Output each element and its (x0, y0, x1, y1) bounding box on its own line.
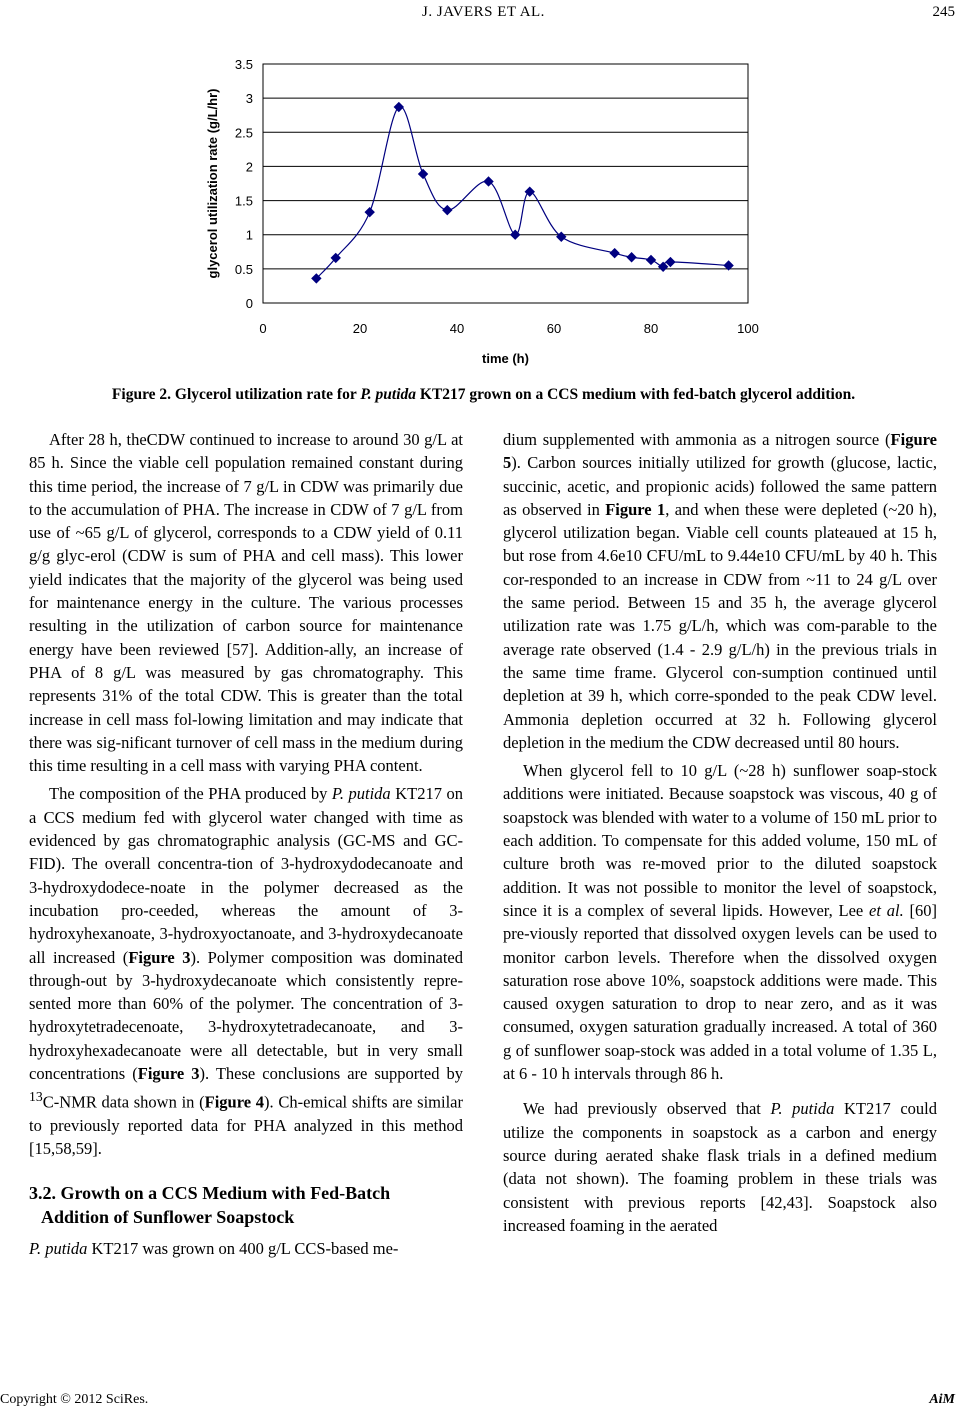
plot-frame (263, 64, 748, 303)
text-run: C-NMR data shown in ( (42, 1092, 205, 1112)
superscript: 13 (29, 1089, 43, 1105)
text-run: ). Polymer composition was dominated through-out by 3-hydroxydecanoate which consistently repre-sented more than 60% of the polymer. The concentration of 3-hydroxytetradecenoate, 3-hydroxytetradecanoate, and 3-hydroxyhexadecanoate were all detectable, but in very small concentrations ( (29, 947, 463, 1084)
right-paragraph-3 (503, 1097, 937, 1237)
text-run: , and when these were depleted (~20 h), glycerol utilization began. Viable cell counts plateaued at 15 h, but rose from 4.6e10 CFU/mL to 9.44e10 CFU/mL by 40 h. This cor-responded to an increase in CDW from ~11 to 24 g/L over the same period. Between 15 and 35 h, the average glycerol utilization rate was 1.75 g/L/h, which was com-parable to the average rate observed (1.4 - 2.9 g/L/h) in the previous trials in the same time frame. Glycerol con-sumption continued until depletion at 39 h, which corre-sponded to the peak CDW level. Ammonia depletion occurred at 32 h. Following glycerol depletion in the medium the CDW decreased until 80 hours. (503, 499, 937, 752)
y-tick-label: 3.5 (234, 57, 253, 72)
data-point (666, 258, 675, 267)
journal-name: AiM (929, 1392, 955, 1407)
data-point (443, 206, 452, 215)
left-paragraph-2 (29, 782, 463, 1160)
data-point (365, 208, 374, 217)
x-tick-label: 60 (546, 321, 562, 336)
right-paragraph-1 (503, 428, 937, 754)
right-column (503, 428, 937, 1237)
species-name: P. putida (29, 1238, 88, 1258)
x-tick-label: 100 (737, 321, 759, 336)
y-tick-label: 0 (245, 296, 253, 311)
section-heading-line-1: 3.2. Growth on a CCS Medium with Fed-Batch (29, 1182, 391, 1203)
left-paragraph-3 (29, 1237, 463, 1260)
right-paragraph-2 (503, 759, 937, 1085)
text-run: ). These conclusions are supported by (199, 1064, 463, 1084)
figure-reference: Figure 5 (503, 430, 937, 473)
figure-2-chart (195, 40, 775, 380)
running-title: J. JAVERS ET AL. (422, 4, 545, 20)
y-tick-label: 1 (245, 227, 253, 243)
et-al: et al. (869, 900, 904, 920)
copyright: Copyright © 2012 SciRes. (0, 1392, 149, 1407)
chart-svg (195, 40, 775, 380)
y-tick-label: 0.5 (234, 261, 253, 277)
section-heading (29, 1181, 463, 1229)
y-tick-label: 3 (245, 91, 253, 107)
caption-suffix: KT217 grown on a CCS medium with fed-batch glycerol addition. (416, 386, 856, 403)
text-run: [60] pre-viously reported that dissolved oxygen levels can be used to monitor carbon levels. Therefore when the dissolved oxygen saturation rose above 10%, soapstock additions were made. This caused oxygen saturation to drop to near zero, and as it was consumed, oxygen saturation gradually increased. A total of 360 g of sunflower soap-stock was added in a total volume of 1.35 L, at 6 - 10 h intervals through 86 h. (503, 900, 937, 1084)
left-column (29, 428, 463, 1260)
x-axis-label: time (h) (482, 351, 529, 366)
page-number: 245 (932, 4, 955, 20)
figure-reference: Figure 4 (204, 1092, 265, 1112)
y-tick-label: 1.5 (234, 193, 253, 209)
text-run: KT217 was grown on 400 g/L CCS-based me- (87, 1238, 399, 1258)
figure-caption (0, 386, 967, 404)
y-tick-label: 2.5 (234, 125, 253, 141)
figure-reference: Figure 3 (128, 947, 191, 967)
figure-reference: Figure 3 (137, 1064, 200, 1084)
text-run: ). Carbon sources initially utilized for growth (glucose, lactic, succinic, acetic, and propionic acids) followed the same pattern as observed in (503, 453, 937, 519)
section-heading-line-2: Addition of Sunflower Soapstock (41, 1206, 295, 1227)
y-axis-label: glycerol utilization rate (g/L/hr) (205, 88, 220, 279)
left-paragraph-1: After 28 h, theCDW continued to increase to around 30 g/L at 85 h. Since the viable cell population remained constant during this time period, the increase of 7 g/L in CDW was primarily due to the accumulation of PHA. The increase in CDW of 7 g/L from use of ~65 g/L of glycerol, corresponds to a CDW yield of 0.11 g/g glyc-erol (CDW is sum of PHA and cell mass). This lower yield indicates that the majority of the glycerol was being used for maintenance energy in the culture. The various processes resulting in the utilization of carbon source for maintenance energy have been reviewed [57]. Addition-ally, an increase of PHA of 8 g/L was measured by gas chromatography. This represents 31% of the total CDW. This is greater than the total increase in cell mass fol-lowing limitation and may indicate that there was sig-nificant turnover of cell mass in the medium during this time resulting in a cell mass with varying PHA content. (29, 430, 463, 776)
text-run: dium supplemented with ammonia as a nitrogen source ( (503, 430, 891, 449)
text-run: KT217 on a CCS medium fed with glycerol water changed with time as evidenced by gas chromatographic analysis (GC-MS and GC-FID). The overall concentra-tion of 3-hydroxydodecanoate and 3-hydroxydodece-noate in the polymer decreased as the incubation pro-ceeded, whereas the amount of 3-hydroxyhexanoate, 3-hydroxyoctanoate, and 3-hydroxydecanoate all increased ( (29, 784, 464, 967)
x-tick-label: 0 (259, 321, 267, 336)
text-run: The composition of the PHA produced by (49, 784, 332, 804)
text-run: ). Ch-emical shifts are similar to previously reported data for PHA analyzed in this method [15,58,59]. (29, 1092, 463, 1159)
caption-species: P. putida (360, 386, 417, 403)
data-point (419, 169, 428, 178)
text-run: KT217 could utilize the components in soapstock as a carbon and energy source during aerated shake flask trials in a defined medium (data not shown). The foaming problem in these trials was consistent with previous reports [42,43]. Soapstock also increased foaming in the aerated (503, 1099, 937, 1235)
x-tick-label: 20 (352, 321, 368, 336)
text-run: When glycerol fell to 10 g/L (~28 h) sunflower soap-stock additions were initiated. Because soapstock was viscous, 40 g of soapstock was blended with water to a volume of 150 mL prior to each addition. To compensate for this added volume, 150 mL of culture broth was re-moved prior to the diluted soapstock addition. It was not possible to monitor the level of soapstock, since it is a complex of several lipids. However, Lee (503, 761, 937, 920)
data-point (627, 253, 636, 262)
data-point (647, 255, 656, 264)
data-point (394, 103, 403, 112)
species-name: P. putida (331, 784, 391, 804)
caption-prefix: Figure 2. Glycerol utilization rate for (111, 386, 361, 403)
data-point (659, 262, 668, 271)
text-run: We had previously observed that (523, 1099, 771, 1119)
x-tick-label: 80 (643, 321, 659, 336)
y-tick-label: 2 (245, 159, 253, 175)
x-tick-label: 40 (449, 321, 465, 336)
data-point (610, 249, 619, 258)
figure-reference: Figure 1 (605, 499, 666, 519)
species-name: P. putida (770, 1099, 835, 1119)
